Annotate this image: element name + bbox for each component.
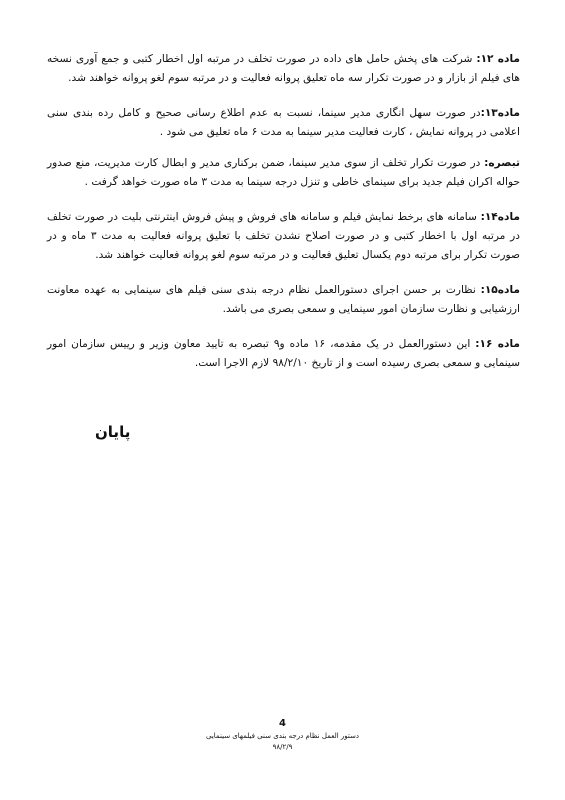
note-text: در صورت تکرار تخلف از سوی مدیر سینما، ضمن برکناری مدیر و ابطال کارت مدیریت، منع صدور حواله اکران فیلم جدید برای سینمای خاطی و تنزل درجه سینما به مدت ۳ ماه صورت خواهد گرفت . xyxy=(47,157,520,188)
article-label: ماده۱۳: xyxy=(480,107,520,119)
article-label: ماده ۱۶: xyxy=(475,338,520,350)
article-15 xyxy=(47,281,520,319)
article-13 xyxy=(47,104,520,142)
note-paragraph xyxy=(47,154,520,192)
article-text: شرکت های پخش حامل های داده در صورت تخلف در مرتبه اول اخطار کتبی و جمع آوری نسخه های فیلم از بازار و در صورت تکرار سه ماه تعلیق پروانه فعالیت و در مرتبه سوم لغو پروانه خواهند شد. xyxy=(47,53,520,84)
article-label: ماده۱۴: xyxy=(480,211,520,223)
footer-date: ۹۸/۲/۹ xyxy=(272,743,293,751)
page-footer xyxy=(0,717,565,753)
document-body xyxy=(47,50,520,389)
article-14 xyxy=(47,208,520,265)
article-16 xyxy=(47,335,520,373)
article-label: ماده۱۵: xyxy=(480,284,520,296)
article-text: سامانه های برخط نمایش فیلم و سامانه های فروش و پیش فروش اینترنتی بلیت در صورت تخلف در مرتبه اول با اخطار کتبی و در صورت اصلاح نشدن تخلف با تعلیق پروانه فعالیت به مدت ۳ ماه و در صورت تکرار برای مرتبه دوم یکسال تعلیق فعالیت و در مرتبه سوم لغو پروانه فعالیت خواهند شد. xyxy=(47,211,520,261)
page-number: 4 xyxy=(279,718,286,729)
article-text: این دستورالعمل در یک مقدمه، ۱۶ ماده و۹ تبصره به تایید معاون وزیر و رییس سازمان امور سینمایی و سمعی بصری رسیده است و از تاریخ ۹۸/۲/۱۰ لازم الاجرا است. xyxy=(47,338,520,369)
note-label: تبصره: xyxy=(484,157,520,169)
article-12 xyxy=(47,50,520,88)
end-mark: پایان xyxy=(95,423,131,441)
footer-title: دستور العمل نظام درجه بندی سنی فیلمهای سینمایی xyxy=(206,732,359,740)
article-text: در صورت سهل انگاری مدیر سینما، نسبت به عدم اطلاع رسانی صحیح و کامل رده بندی سنی اعلامی در پروانه نمایش ، کارت فعالیت مدیر سینما به مدت ۶ ماه تعلیق می شود . xyxy=(47,107,520,138)
article-label: ماده ۱۲: xyxy=(476,53,520,65)
article-text: نظارت بر حسن اجرای دستورالعمل نظام درجه بندی سنی فیلم های سینمایی به عهده معاونت ارزشیابی و نظارت سازمان امور سینمایی و سمعی بصری می باشد. xyxy=(47,284,520,315)
